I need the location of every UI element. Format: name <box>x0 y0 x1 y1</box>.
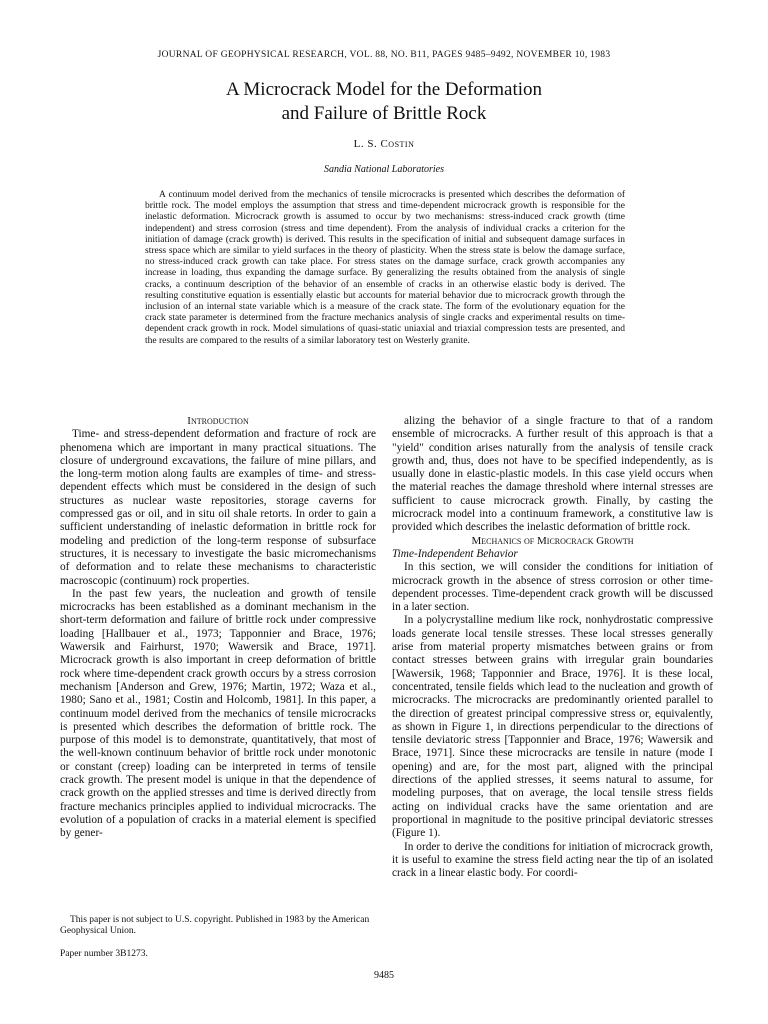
title-line-1: A Microcrack Model for the Deformation <box>225 79 543 100</box>
paragraph: In the past few years, the nucleation and growth of tensile microcracks has been established as a dominant mechanism in the short-term deformation and failure of brittle rock under compressive loading [Hallbauer et al., 1973; Tapponnier and Brace, 1976; Wawersik and Fairhurst, 1970; Wawersik and Brace, 1971]. Microcrack growth is also important in creep deformation of brittle rock where time-dependent crack growth occurs by a stress corrosion mechanism [Anderson and Grew, 1976; Martin, 1972; Waza et al., 1980; Sano et al., 1981; Costin and Holcomb, 1981]. In this paper, a continuum model derived from the mechanics of tensile microcracks is presented which describes the deformation of brittle rock. The purpose of this model is to demonstrate, quantitatively, that most of the well-known continuum behavior of brittle rock under monotonic or constant (creep) loading can be interpreted in terms of tensile crack growth. The present model is unique in that the dependence of crack growth on the applied stresses and time is derived directly from fracture mechanics principles applied to individual microcracks. The evolution of a population of cracks in a material element is specified by gener- <box>60 587 376 840</box>
author: L. S. Costin <box>353 138 415 150</box>
right-column <box>392 415 713 880</box>
subsection-heading: Time-Independent Behavior <box>392 547 518 560</box>
paragraph: In order to derive the conditions for initiation of microcrack growth, it is useful to examine the stress field acting near the tip of an isolated crack in a linear elastic body. For coordi- <box>392 840 713 880</box>
paper-title <box>0 78 768 126</box>
paragraph: Time- and stress-dependent deformation and fracture of rock are phenomena which are important in many practical situations. The closure of underground excavations, the failure of mine pillars, and the long-term motion along faults are examples of time- and stress-dependent effects which must be considered in the design of such structures as nuclear waste repositories, storage caverns for compressed gas or oil, and in situ oil shale retorts. In order to gain a sufficient understanding of inelastic deformation in brittle rock for modeling and prediction of the long-term response of subsurface structures, it is necessary to investigate the basic micromechanisms of deformation and to relate these mechanisms to characteristic macroscopic (continuum) rock properties. <box>60 428 376 587</box>
page-number: 9485 <box>374 970 394 981</box>
paragraph: In this section, we will consider the conditions for initiation of microcrack growth in the absence of stress corrosion or other time-dependent processes. Time-dependent crack growth will be discussed in a later section. <box>392 561 713 614</box>
abstract: A continuum model derived from the mechanics of tensile microcracks is presented which describes the deformation of brittle rock. The model employs the assumption that stress and time-dependent microcrack growth is responsible for the inelastic deformation. Microcrack growth is assumed to occur by two mechanisms: stress-induced crack growth (time independent) and stress corrosion (stress and time dependent). From the analysis of individual cracks a criterion for the initiation of damage (crack growth) is derived. This results in the specification of initial and subsequent damage surfaces in stress space which are similar to yield surfaces in the theory of plasticity. When the stress state is below the damage surface, no stress-induced crack growth can take place. For stress states on the damage surface, crack growth accompanies any increase in loading, thus expanding the damage surface. By generalizing the results obtained from the analysis of single cracks, a continuum description of the behavior of an ensemble of cracks in an otherwise elastic body is derived. The resulting constitutive equation is essentially elastic but accounts for material behavior due to microcrack growth through the inclusion of an internal state variable which is a measure of the crack state. The form of the evolutionary equation for the crack state parameter is determined from the fracture mechanics analysis of single cracks and experimental results on time-dependent crack growth in rock. Model simulations of quasi-static uniaxial and triaxial compression tests are presented, and the results are compared to the results of a similar laboratory test on Westerly granite. <box>145 190 625 346</box>
section-heading-introduction: Introduction <box>187 415 249 427</box>
paragraph: In a polycrystalline medium like rock, nonhydrostatic compressive loads generate local tensile stresses. These local stresses generally arise from material property mismatches between grains or from contact stresses between grains with irregular grain boundaries [Wawersik, 1968; Tapponnier and Brace, 1976]. It is these local, concentrated, tensile fields which lead to the nucleation and growth of microcracks. The microcracks are predominantly oriented parallel to the direction of greatest principal compressive stress or, equivalently, as shown in Figure 1, in directions perpendicular to the directions of tensile deviatoric stress [Tapponnier and Brace, 1976; Wawersik and Brace, 1971]. Since these microcracks are tensile in nature (mode I opening) and are, for the most part, aligned with the principal directions of the applied stresses, it seems natural to assume, for modeling purposes, that on average, the local tensile stress fields acting on individual cracks have the same orientation and are proportional in magnitude to the positive principal deviatoric stresses (Figure 1). <box>392 614 713 840</box>
footnote <box>60 915 376 960</box>
left-column <box>60 415 376 841</box>
title-line-2: and Failure of Brittle Rock <box>281 103 487 124</box>
affiliation: Sandia National Laboratories <box>323 164 444 175</box>
paper-number: Paper number 3B1273. <box>60 949 148 959</box>
paragraph: alizing the behavior of a single fracture to that of a random ensemble of microcracks. A further result of this approach is that a "yield" condition arises naturally from the analysis of tensile crack growth and, thus, does not have to be specified independently, as is usually done in elastic-plastic models. In this case yield occurs when the material reaches the damage threshold where internal stresses are sufficient to cause microcrack growth. Finally, by casting the microcrack model into a continuum framework, a constitutive law is provided which describes the inelastic deformation of brittle rock. <box>392 415 713 534</box>
section-heading-mechanics: Mechanics of Microcrack Growth <box>471 534 634 547</box>
copyright-note: This paper is not subject to U.S. copyright. Published in 1983 by the American Geophysical Union. <box>60 915 370 936</box>
journal-header: JOURNAL OF GEOPHYSICAL RESEARCH, VOL. 88, NO. B11, PAGES 9485–9492, NOVEMBER 10, 1983 <box>157 50 611 60</box>
